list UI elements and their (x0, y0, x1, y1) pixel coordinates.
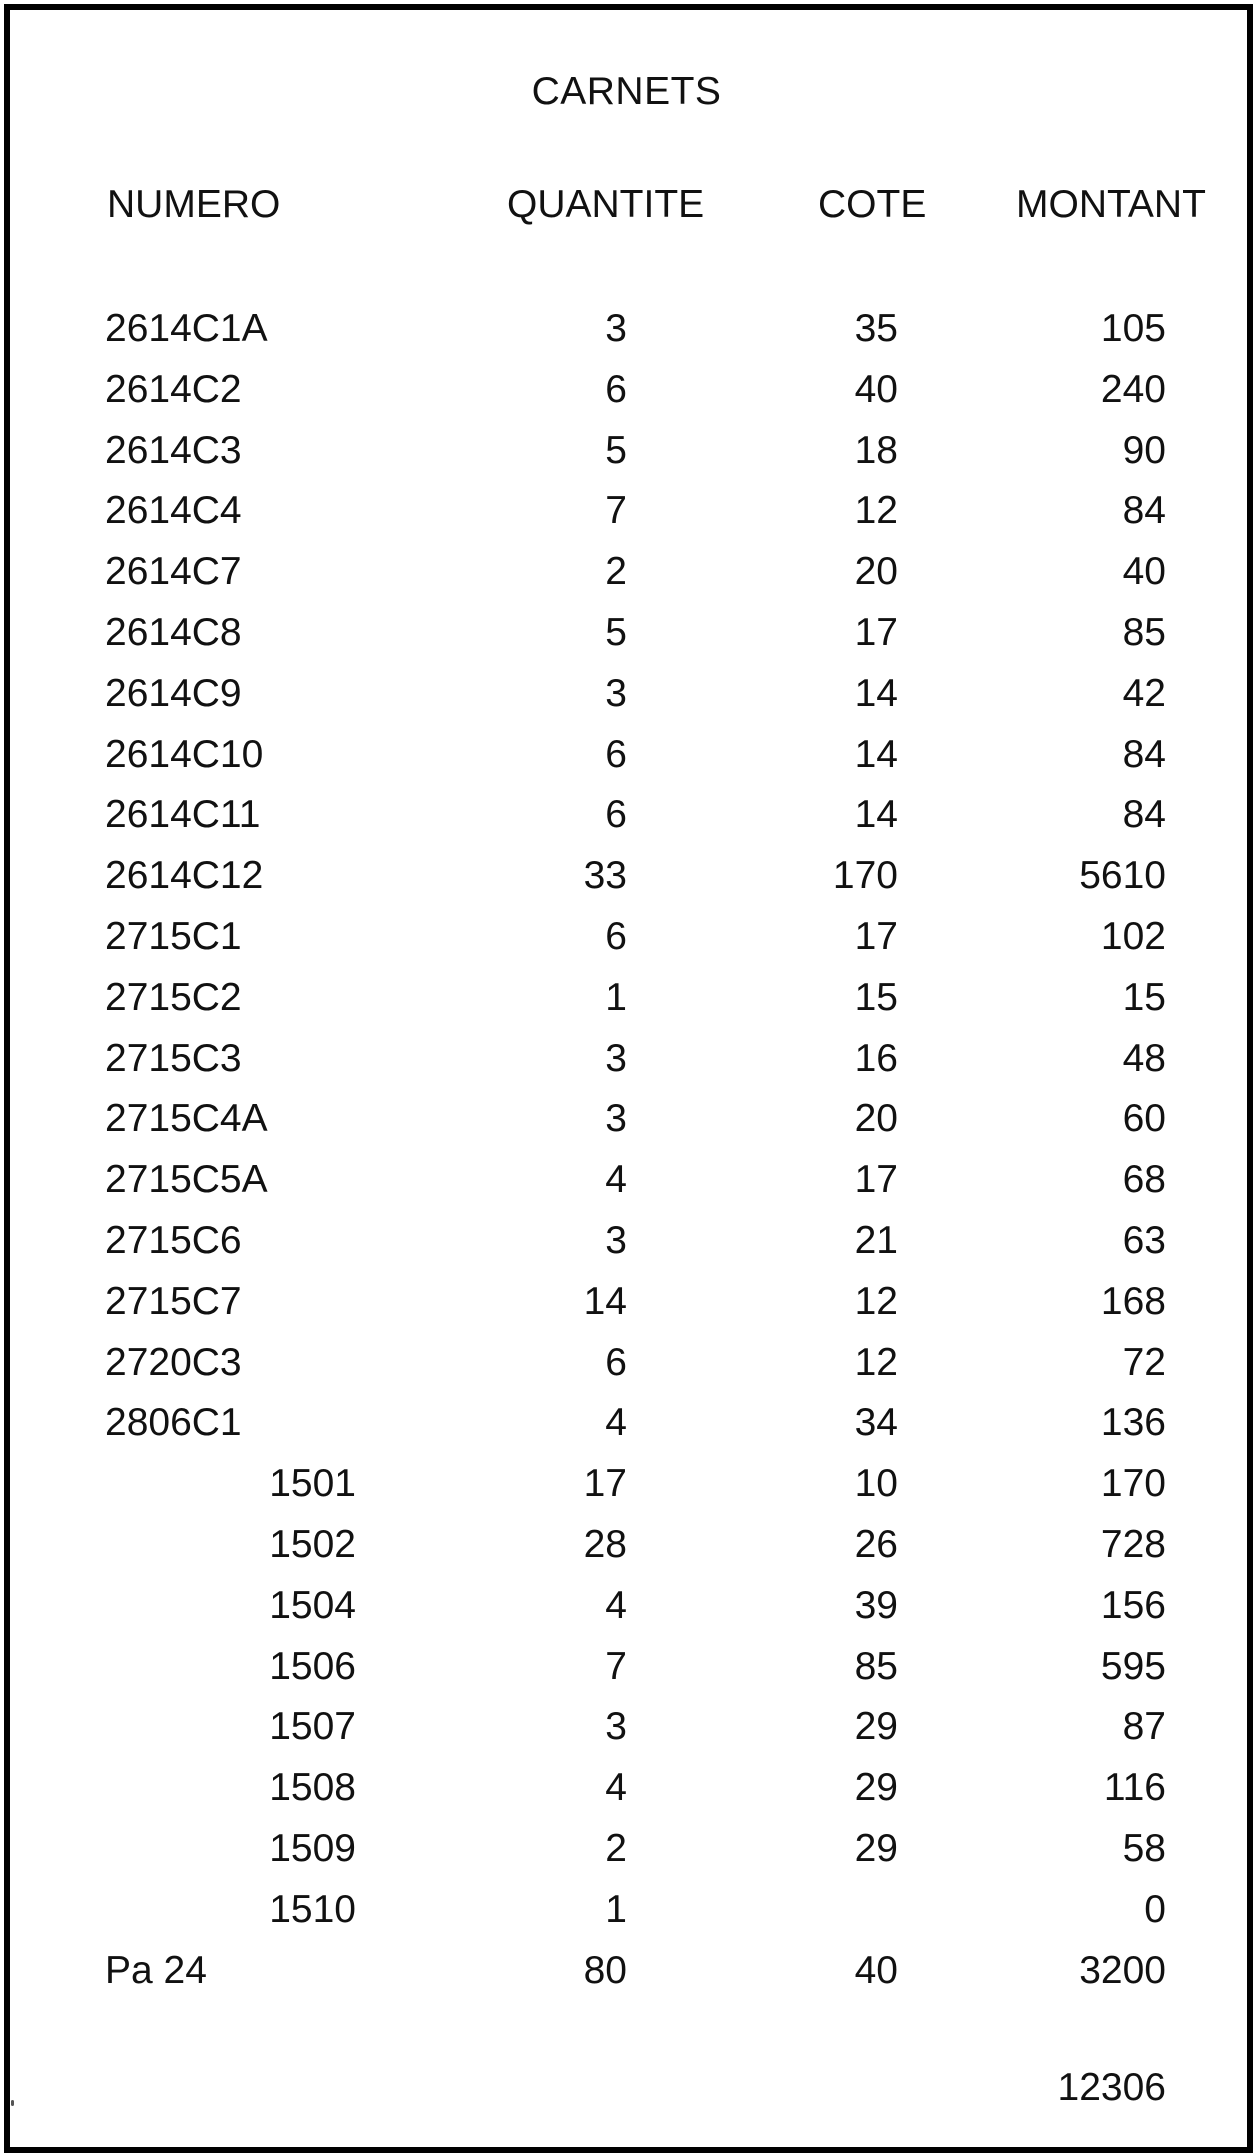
cell-montant: 5610 (1079, 854, 1166, 898)
cell-montant: 68 (1122, 1158, 1166, 1202)
cell-quantite: 3 (605, 1705, 627, 1749)
cell-quantite: 2 (605, 1826, 627, 1870)
cell-numero: 1510 (269, 1887, 356, 1931)
cell-quantite: 1 (605, 1887, 627, 1931)
cell-montant: 15 (1122, 975, 1166, 1019)
cell-cote: 20 (854, 550, 898, 594)
cell-quantite: 6 (605, 732, 627, 776)
table-row (0, 481, 1253, 542)
cell-numero: 2614C9 (105, 671, 242, 715)
cell-cote: 12 (854, 489, 898, 533)
cell-montant: 168 (1100, 1279, 1166, 1323)
table-row (0, 1880, 1253, 1941)
grand-total: 12306 (1057, 2066, 1166, 2109)
cell-numero: Pa 24 (105, 1948, 207, 1992)
cell-montant: 595 (1100, 1644, 1166, 1688)
table-row (0, 1211, 1253, 1272)
cell-quantite: 1 (605, 975, 627, 1019)
cell-quantite: 4 (605, 1583, 627, 1627)
table-row (0, 1941, 1253, 2002)
table-body (0, 299, 1253, 2001)
cell-cote: 14 (854, 671, 898, 715)
cell-numero: 2715C6 (105, 1218, 242, 1262)
cell-quantite: 6 (605, 914, 627, 958)
cell-montant: 85 (1122, 610, 1166, 654)
table-row (0, 664, 1253, 725)
cell-cote: 17 (854, 1158, 898, 1202)
cell-montant: 105 (1100, 307, 1166, 350)
table-row (0, 1637, 1253, 1698)
cell-quantite: 3 (605, 1097, 627, 1141)
cell-montant: 728 (1100, 1522, 1166, 1566)
cell-quantite: 5 (605, 428, 627, 472)
cell-montant: 40 (1122, 550, 1166, 594)
cell-montant: 170 (1100, 1462, 1166, 1506)
cell-numero: 2715C3 (105, 1036, 242, 1080)
cell-numero: 2614C7 (105, 550, 242, 594)
cell-cote: 39 (854, 1583, 898, 1627)
cell-montant: 84 (1122, 793, 1166, 837)
cell-montant: 240 (1100, 367, 1166, 411)
table-row (0, 1697, 1253, 1758)
cell-quantite: 4 (605, 1766, 627, 1810)
cell-quantite: 17 (583, 1462, 627, 1506)
cell-numero: 2806C1 (105, 1401, 242, 1445)
cell-numero: 1507 (269, 1705, 356, 1749)
cell-montant: 0 (1144, 1887, 1166, 1931)
cell-cote: 21 (854, 1218, 898, 1262)
cell-quantite: 6 (605, 1340, 627, 1384)
table-row (0, 1576, 1253, 1637)
cell-numero: 2720C3 (105, 1340, 242, 1384)
cell-cote: 15 (854, 975, 898, 1019)
cell-quantite: 3 (605, 1218, 627, 1262)
cell-montant: 48 (1122, 1036, 1166, 1080)
table-row (0, 785, 1253, 846)
cell-numero: 2715C1 (105, 914, 242, 958)
table-row (0, 1819, 1253, 1880)
cell-numero: 2614C3 (105, 428, 242, 472)
table-row (0, 1150, 1253, 1211)
cell-montant: 63 (1122, 1218, 1166, 1262)
cell-quantite: 2 (605, 550, 627, 594)
cell-montant: 156 (1100, 1583, 1166, 1627)
cell-quantite: 5 (605, 610, 627, 654)
cell-numero: 2614C2 (105, 367, 242, 411)
cell-montant: 84 (1122, 732, 1166, 776)
cell-quantite: 14 (583, 1279, 627, 1323)
table-row (0, 299, 1253, 360)
table-row (0, 1089, 1253, 1150)
header-numero: NUMERO (107, 183, 281, 226)
cell-montant: 102 (1100, 914, 1166, 958)
cell-quantite: 3 (605, 307, 627, 350)
cell-cote: 14 (854, 793, 898, 837)
table-row (0, 603, 1253, 664)
cell-quantite: 6 (605, 367, 627, 411)
cell-quantite: 80 (583, 1948, 627, 1992)
header-cote: COTE (818, 183, 927, 226)
cell-quantite: 4 (605, 1401, 627, 1445)
table-row (0, 725, 1253, 786)
table-row (0, 1758, 1253, 1819)
table-row (0, 907, 1253, 968)
table-row (0, 360, 1253, 421)
cell-quantite: 33 (583, 854, 627, 898)
cell-quantite: 3 (605, 1036, 627, 1080)
cell-cote: 34 (854, 1401, 898, 1445)
cell-cote: 12 (854, 1340, 898, 1384)
table-row (0, 1029, 1253, 1090)
cell-numero: 2614C11 (105, 793, 261, 837)
table-row (0, 1393, 1253, 1454)
cell-cote: 12 (854, 1279, 898, 1323)
cell-cote: 10 (854, 1462, 898, 1506)
table-row (0, 846, 1253, 907)
cell-quantite: 7 (605, 489, 627, 533)
cell-montant: 87 (1122, 1705, 1166, 1749)
cell-numero: 2715C7 (105, 1279, 242, 1323)
cell-numero: 1508 (269, 1766, 356, 1810)
table-row (0, 1454, 1253, 1515)
cell-numero: 2614C12 (105, 854, 264, 898)
cell-numero: 1501 (269, 1462, 356, 1506)
cell-numero: 2715C4A (105, 1097, 268, 1141)
cell-montant: 72 (1122, 1340, 1166, 1384)
cell-quantite: 7 (605, 1644, 627, 1688)
page-title: CARNETS (531, 70, 722, 113)
cell-montant: 60 (1122, 1097, 1166, 1141)
table-row (0, 1515, 1253, 1576)
cell-montant: 42 (1122, 671, 1166, 715)
header-quantite: QUANTITE (507, 183, 705, 226)
cell-cote: 35 (854, 307, 898, 350)
cell-cote: 14 (854, 732, 898, 776)
header-montant: MONTANT (1016, 183, 1206, 226)
cell-cote: 17 (854, 914, 898, 958)
cell-quantite: 3 (605, 671, 627, 715)
cell-cote: 40 (854, 367, 898, 411)
cell-montant: 58 (1122, 1826, 1166, 1870)
cell-cote: 17 (854, 610, 898, 654)
cell-cote: 29 (854, 1766, 898, 1810)
cell-cote: 18 (854, 428, 898, 472)
cell-cote: 85 (854, 1644, 898, 1688)
cell-numero: 2614C8 (105, 610, 242, 654)
scan-speck (11, 2100, 14, 2106)
cell-numero: 1504 (269, 1583, 356, 1627)
cell-numero: 2715C5A (105, 1158, 268, 1202)
cell-numero: 2614C1A (105, 307, 268, 350)
table-row (0, 1333, 1253, 1394)
cell-montant: 3200 (1079, 1948, 1166, 1992)
cell-quantite: 28 (583, 1522, 627, 1566)
cell-montant: 90 (1122, 428, 1166, 472)
cell-numero: 1506 (269, 1644, 356, 1688)
cell-cote: 20 (854, 1097, 898, 1141)
cell-quantite: 4 (605, 1158, 627, 1202)
table-row (0, 542, 1253, 603)
cell-cote: 29 (854, 1826, 898, 1870)
cell-numero: 1502 (269, 1522, 356, 1566)
cell-cote: 26 (854, 1522, 898, 1566)
cell-quantite: 6 (605, 793, 627, 837)
table-row (0, 421, 1253, 482)
cell-montant: 84 (1122, 489, 1166, 533)
cell-cote: 16 (854, 1036, 898, 1080)
cell-numero: 1509 (269, 1826, 356, 1870)
cell-cote: 170 (832, 854, 898, 898)
cell-cote: 29 (854, 1705, 898, 1749)
cell-montant: 136 (1100, 1401, 1166, 1445)
cell-numero: 2614C10 (105, 732, 264, 776)
cell-numero: 2614C4 (105, 489, 242, 533)
cell-cote: 40 (854, 1948, 898, 1992)
cell-montant: 116 (1103, 1766, 1166, 1810)
table-row (0, 1272, 1253, 1333)
table-row (0, 968, 1253, 1029)
cell-numero: 2715C2 (105, 975, 242, 1019)
